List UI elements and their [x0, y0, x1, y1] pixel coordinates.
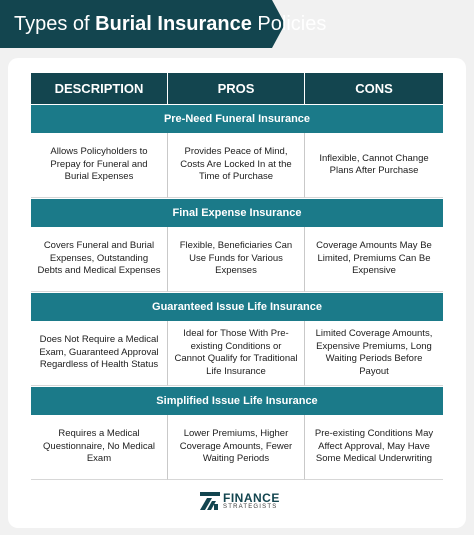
section-title: Pre-Need Funeral Insurance [31, 105, 443, 133]
pros-cell: Ideal for Those With Pre-existing Conditions or Cannot Qualify for Traditional Life Insurance [168, 321, 305, 386]
description-cell: Covers Funeral and Burial Expenses, Outstanding Debts and Medical Expenses [31, 227, 168, 292]
table-row [31, 133, 443, 198]
pros-cell: Provides Peace of Mind, Costs Are Locked In at the Time of Purchase [168, 133, 305, 198]
description-cell: Requires a Medical Questionnaire, No Medical Exam [31, 415, 168, 480]
logo-subtitle: STRATEGISTS [223, 504, 278, 510]
cons-cell: Inflexible, Cannot Change Plans After Purchase [305, 133, 443, 198]
finance-strategists-logo [200, 492, 280, 510]
section-title: Guaranteed Issue Life Insurance [31, 293, 443, 321]
cons-cell: Pre-existing Conditions May Affect Approval, May Have Some Medical Underwriting [305, 415, 443, 480]
page-title: Types of Burial Insurance Policies [14, 13, 327, 35]
finance-strategists-logo-icon [200, 492, 220, 510]
comparison-table [31, 73, 443, 480]
section-title: Final Expense Insurance [31, 199, 443, 227]
pros-cell: Lower Premiums, Higher Coverage Amounts, Fewer Waiting Periods [168, 415, 305, 480]
table-row [31, 227, 443, 292]
pros-cell: Flexible, Beneficiaries Can Use Funds for Various Expenses [168, 227, 305, 292]
logo-wordmark: FINANCE [223, 491, 280, 505]
table-row [31, 321, 443, 386]
header-cons: CONS [305, 73, 443, 104]
description-cell: Does Not Require a Medical Exam, Guaranteed Approval Regardless of Health Status [31, 321, 168, 386]
header-pros: PROS [168, 73, 305, 104]
table-header-row [31, 73, 443, 104]
cons-cell: Coverage Amounts May Be Limited, Premiums Can Be Expensive [305, 227, 443, 292]
section-title: Simplified Issue Life Insurance [31, 387, 443, 415]
cons-cell: Limited Coverage Amounts, Expensive Premiums, Long Waiting Periods Before Payout [305, 321, 443, 386]
header-description: DESCRIPTION [31, 73, 168, 104]
description-cell: Allows Policyholders to Prepay for Funeral and Burial Expenses [31, 133, 168, 198]
table-row [31, 415, 443, 480]
